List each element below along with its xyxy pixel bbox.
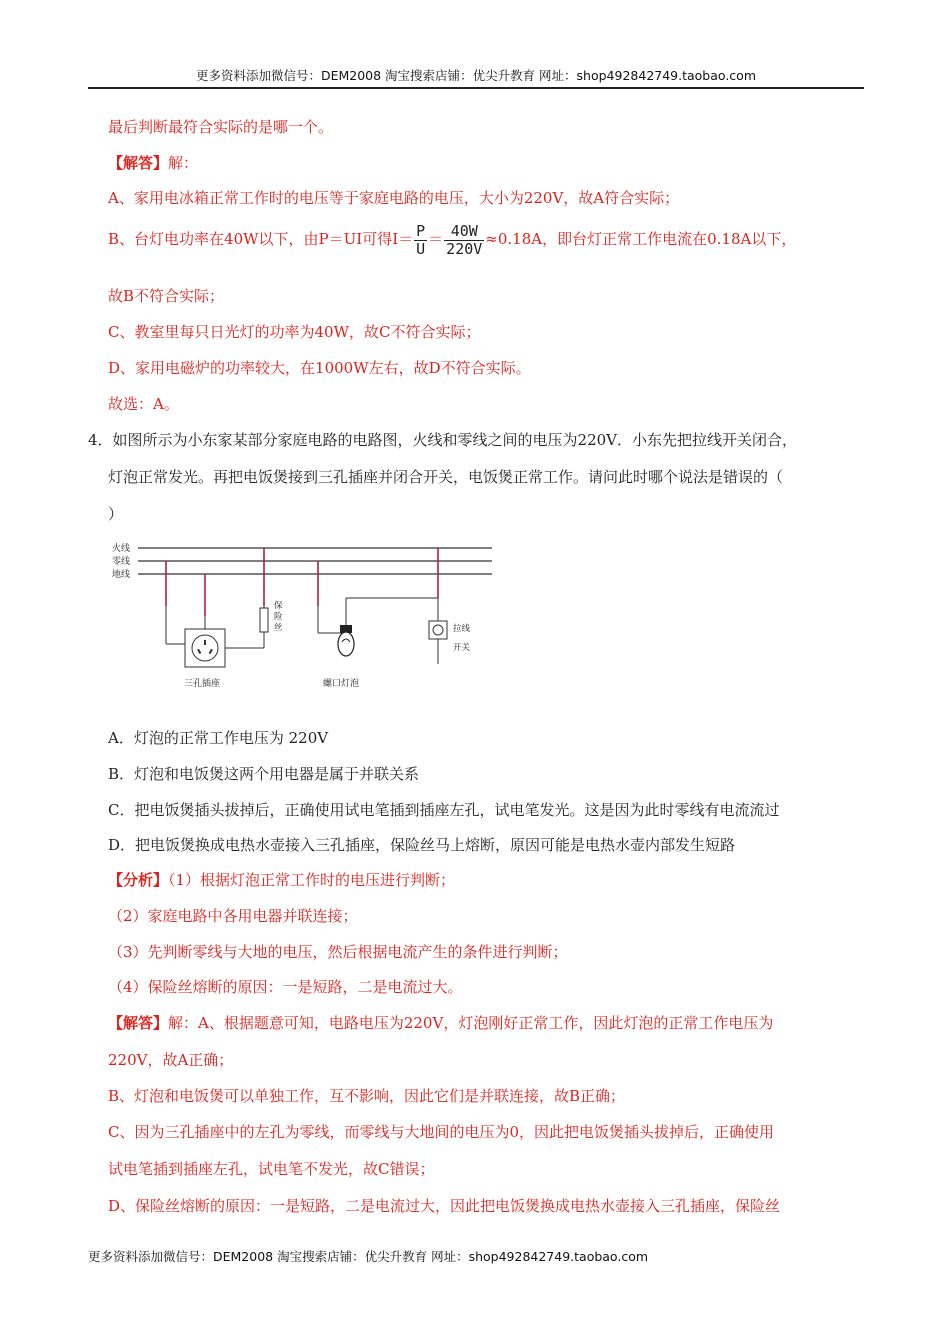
q3-answer-heading <box>108 153 198 173</box>
q3-answer-d: D、家用电磁炉的功率较大，在1000W左右，故D不符合实际。 <box>108 359 531 377</box>
socket-hole-top <box>204 640 206 645</box>
q4-stem-line2: 灯泡正常发光。再把电饭煲接到三孔插座并闭合开关，电饭煲正常工作。请问此时哪个说法是错误的（ <box>108 468 784 486</box>
analysis-label: 【分析】 <box>108 871 169 889</box>
label-socket: 三孔插座 <box>184 679 221 689</box>
equals-sign: ＝ <box>428 230 444 248</box>
analysis-text: （1）根据灯泡正常工作时的电压进行判断； <box>168 871 456 889</box>
label-live-wire: 火线 <box>112 544 131 554</box>
q4-answer-1 <box>108 1013 773 1033</box>
q3-intro: 最后判断最符合实际的是哪一个。 <box>108 118 334 136</box>
page-footer: 更多资料添加微信号：DEM2008 淘宝搜索店铺：优尖升教育 网址：shop492842749.taobao.com <box>88 1249 649 1264</box>
switch-label-line1: 拉线 <box>453 624 471 634</box>
bulb-glass-icon <box>338 632 354 656</box>
q4-analysis-3: （3）先判断零线与大地的电压，然后根据电流产生的条件进行判断； <box>108 943 568 961</box>
fuse-label-char2: 险 <box>274 612 283 622</box>
fuse-label-char3: 丝 <box>274 623 283 633</box>
q3-choice: 故选：A。 <box>108 395 179 413</box>
label-fuse <box>274 601 283 633</box>
label-bulb: 螺口灯泡 <box>323 679 360 689</box>
answer-label: 【解答】 <box>108 154 169 172</box>
fuse <box>260 608 268 632</box>
circuit-diagram <box>108 536 498 696</box>
q4-answer-4: C、因为三孔插座中的左孔为零线，而零线与大地间的电压为0，因此把电饭煲插头拔掉后，正确使用 <box>108 1123 775 1141</box>
q4-answer-5: 试电笔插到插座左孔，试电笔不发光，故C错误； <box>108 1160 435 1178</box>
pull-switch <box>429 621 447 639</box>
label-switch <box>453 623 471 653</box>
label-ground-wire: 地线 <box>112 570 131 580</box>
b-text-pre: B、台灯电功率在40W以下，由P＝UI可得I＝ <box>108 230 414 248</box>
fraction-power-over-voltage <box>444 223 484 258</box>
header-rule <box>88 87 864 89</box>
b-text-post: ≈0.18A，即台灯正常工作电流在0.18A以下， <box>485 230 797 248</box>
q4-answer-6: D、保险丝熔断的原因：一是短路，二是电流过大，因此把电饭煲换成电热水壶接入三孔插座，保险丝 <box>108 1197 781 1215</box>
q3-answer-c: C、教室里每只日光灯的功率为40W，故C不符合实际； <box>108 323 481 341</box>
fraction-denominator: 220V <box>446 239 483 258</box>
answer-start: 解： <box>168 154 199 172</box>
q4-option-a: A．灯泡的正常工作电压为 220V <box>108 729 329 747</box>
answer-text: 解：A、根据题意可知，电路电压为220V，灯泡刚好正常工作，因此灯泡的正常工作电压为 <box>168 1014 774 1032</box>
switch-label-line2: 开关 <box>453 643 471 653</box>
page-header: 更多资料添加微信号：DEM2008 淘宝搜索店铺：优尖升教育 网址：shop492842749.taobao.com <box>195 68 757 83</box>
fraction-numerator: 40W <box>444 223 484 241</box>
q4-option-c: C．把电饭煲插头拔掉后，正确使用试电笔插到插座左孔，试电笔发光。这是因为此时零线有电流流过 <box>108 801 780 819</box>
q4-analysis-1 <box>108 870 455 890</box>
q3-answer-b-cont: 故B不符合实际； <box>108 287 225 305</box>
q4-stem-line1: 4．如图所示为小东家某部分家庭电路的电路图，火线和零线之间的电压为220V．小东先把拉线开关闭合， <box>88 431 798 449</box>
q4-answer-2: 220V，故A正确； <box>108 1051 234 1069</box>
fraction-denominator: U <box>416 239 426 258</box>
q4-option-b: B．灯泡和电饭煲这两个用电器是属于并联关系 <box>108 765 420 783</box>
label-neutral-wire: 零线 <box>112 557 131 567</box>
fraction-numerator: P <box>416 221 426 240</box>
q4-analysis-4: （4）保险丝熔断的原因：一是短路，二是电流过大。 <box>108 978 463 996</box>
q4-stem-line3: ） <box>108 505 124 523</box>
answer-label: 【解答】 <box>108 1014 169 1032</box>
fuse-label-char1: 保 <box>274 601 283 611</box>
fraction-p-over-u <box>414 223 427 258</box>
q4-option-d: D．把电饭煲换成电热水壶接入三孔插座，保险丝马上熔断，原因可能是电热水壶内部发生短路 <box>108 836 736 854</box>
q4-analysis-2: （2）家庭电路中各用电器并联连接； <box>108 907 358 925</box>
q3-answer-b <box>108 222 796 258</box>
q3-answer-a: A、家用电冰箱正常工作时的电压等于家庭电路的电压，大小为220V，故A符合实际； <box>108 189 680 207</box>
q4-answer-3: B、灯泡和电饭煲可以单独工作，互不影响，因此它们是并联连接，故B正确； <box>108 1087 626 1105</box>
